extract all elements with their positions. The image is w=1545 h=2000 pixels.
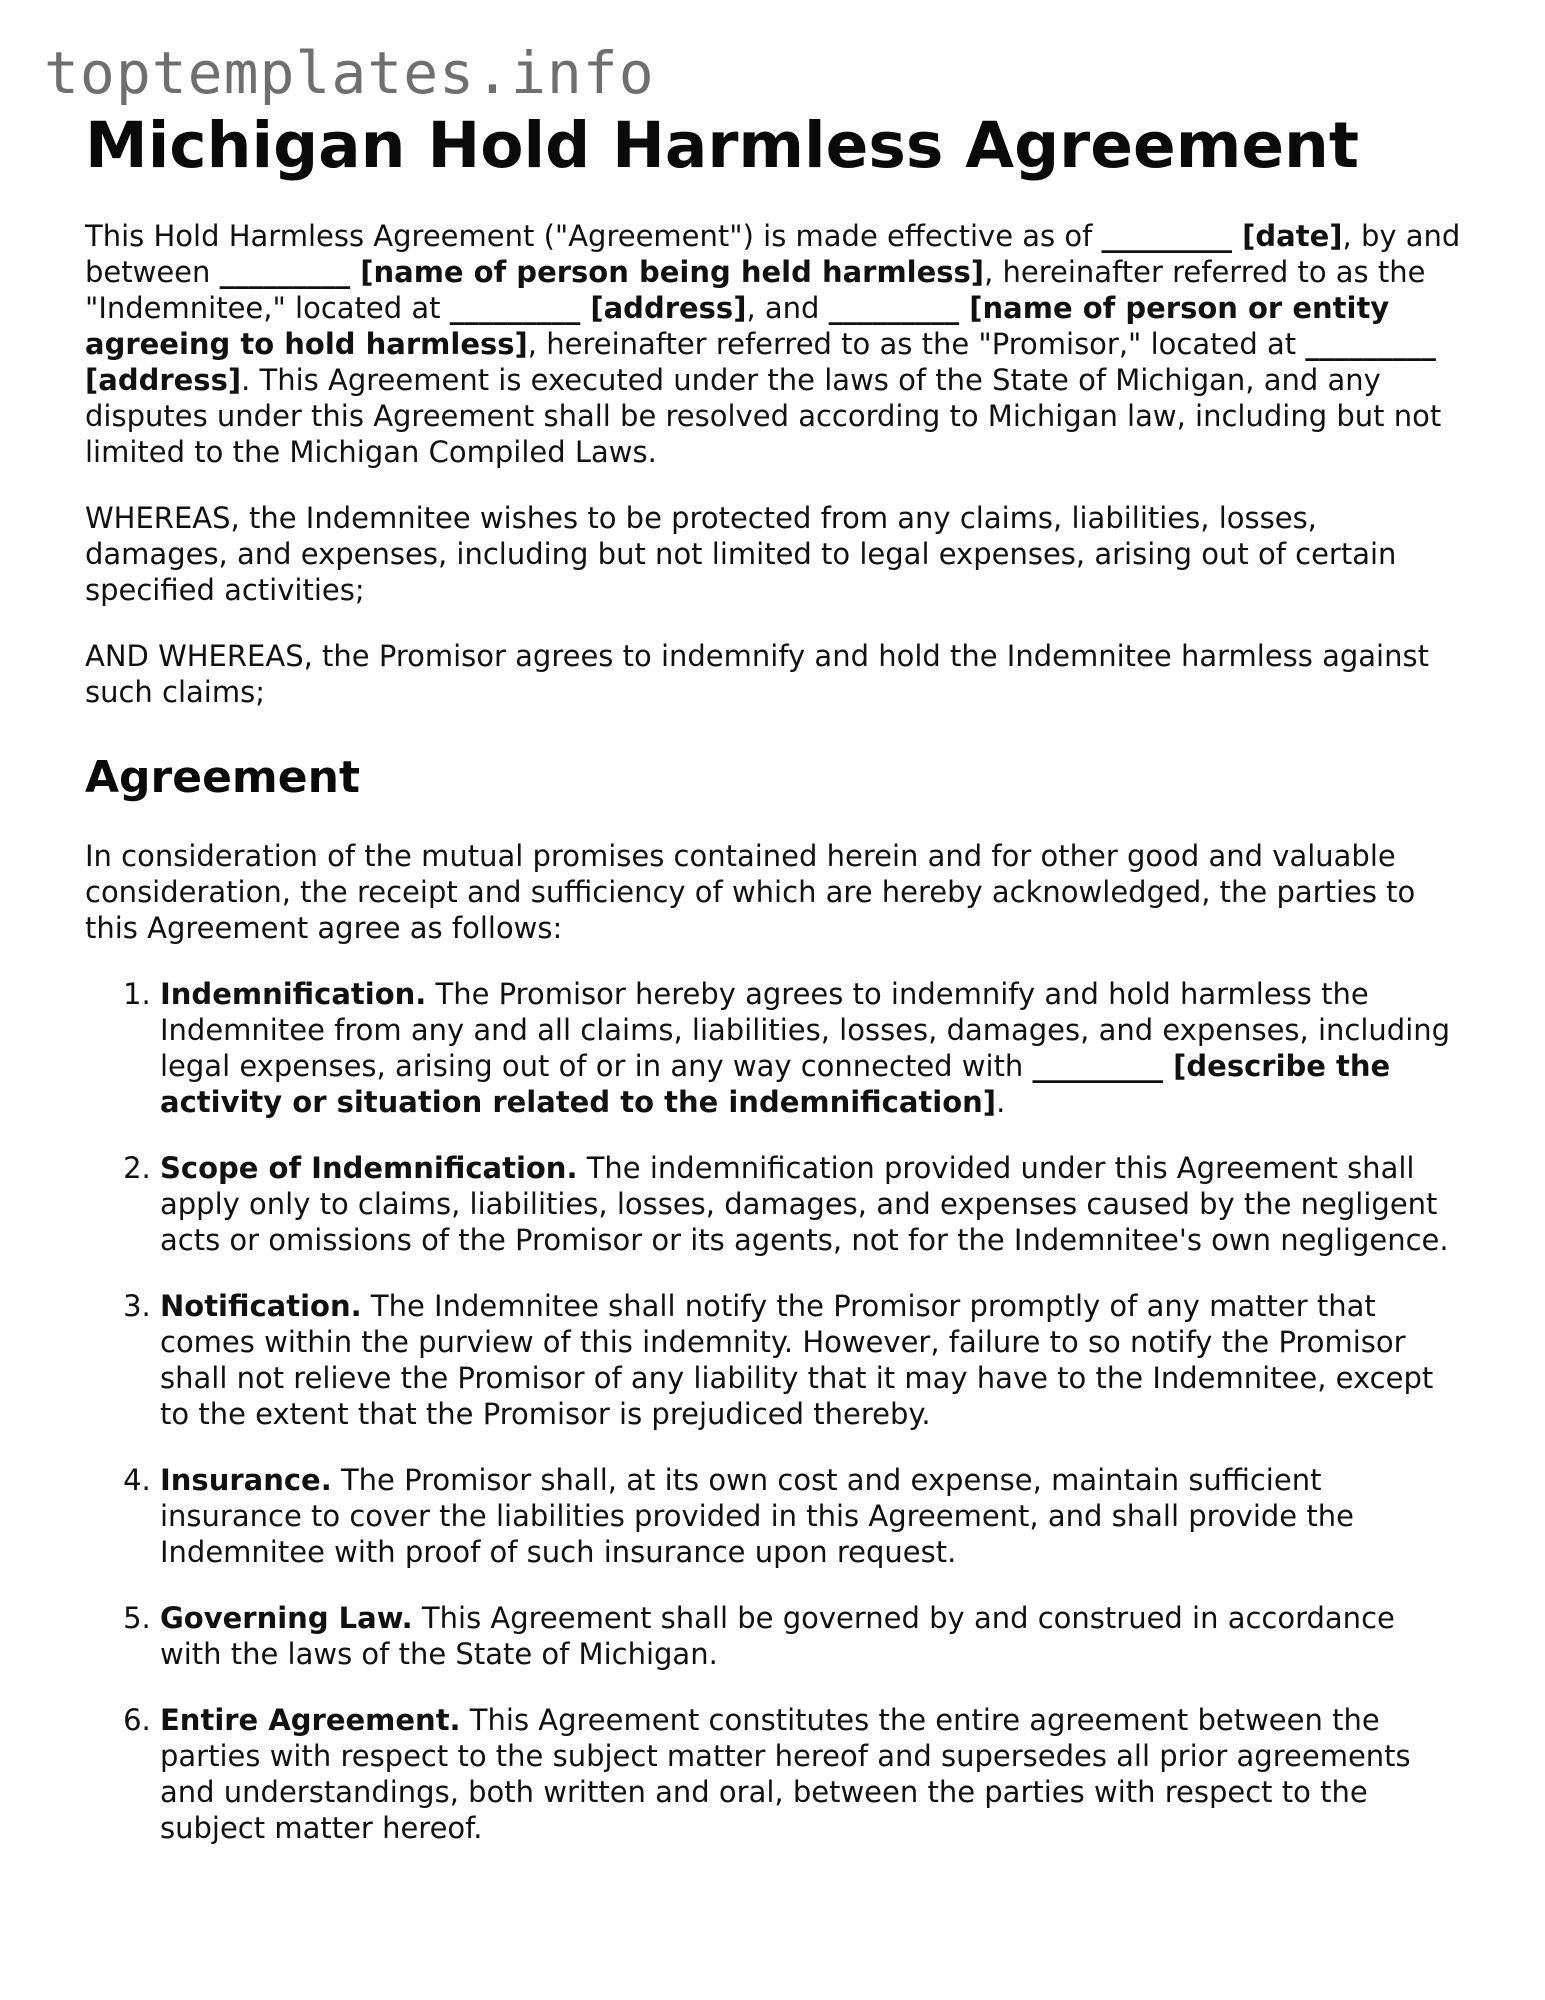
clause-text: The Promisor shall, at its own cost and expense, maintain sufficient insurance to cover the liabilities provided in this Agreement, and shall provide the Indemnitee with proof of such insurance upon request. [160, 1463, 1354, 1570]
intro-paragraph [85, 218, 1465, 470]
clause-item [160, 1288, 1465, 1432]
activity-blank: _________ [describe the activity or situation related to the indemnification] [160, 1049, 1391, 1120]
clause-item: 1. Indemnification. The Promisor hereby agrees to indemnify and hold harmless the Indemnitee from any and all claims, liabilities, losses, damages, and expenses, including legal expenses, arising out of or in any way connected with _________ [describe the activity or situation related to the indemnification]. [160, 976, 1465, 1120]
document-page [85, 108, 1465, 1876]
intro-text-2: , by and between [85, 218, 1461, 289]
clause-item [160, 1150, 1465, 1258]
clause-text: The Indemnitee shall notify the Promisor promptly of any matter that comes within the purview of this indemnity. However, failure to so notify the Promisor shall not relieve the Promisor of any liability that it may have to the Indemnitee, except to the extent that the Promisor is prejudiced thereby. [160, 1289, 1434, 1432]
intro-text-4: , and [746, 290, 829, 325]
clause-item [160, 1462, 1465, 1570]
promisor-name-blank: _________ [name of person or entity agreeing to hold harmless] [85, 290, 1390, 361]
intro-text-5: , hereinafter referred to as the "Promisor," located at [527, 326, 1306, 361]
indemnitee-address-blank: _________ [address] [449, 290, 747, 325]
document-title: Michigan Hold Harmless Agreement [85, 109, 1360, 182]
consideration-paragraph: In consideration of the mutual promises contained herein and for other good and valuable consideration, the receipt and sufficiency of which are hereby acknowledged, the parties to this Agreement agree as follows: [85, 839, 1416, 946]
clause-title: Entire Agreement. [160, 1703, 461, 1738]
promisor-address-blank: _________ [address] [85, 326, 1436, 397]
clause-text: The Promisor hereby agrees to indemnify and hold harmless the Indemnitee from any and all claims, liabilities, losses, damages, and expenses, including legal expenses, arising out of or in any way connected with [160, 977, 1451, 1084]
whereas-paragraph-1: WHEREAS, the Indemnitee wishes to be protected from any claims, liabilities, losses, damages, and expenses, including but not limited to legal expenses, arising out of certain specified activities; [85, 500, 1397, 607]
clause-text: This Agreement constitutes the entire agreement between the parties with respect to the subject matter hereof and supersedes all prior agreements and understandings, both written and oral, between the parties with respect to the subject matter hereof. [160, 1703, 1411, 1846]
intro-text-1: This Hold Harmless Agreement ("Agreement") is made effective as of [85, 218, 1102, 253]
clauses-list [85, 976, 1465, 1846]
date-blank: _________ [date] [1101, 218, 1343, 253]
clause-title: Governing Law. [160, 1601, 413, 1636]
intro-text-3: , hereinafter referred to as the "Indemnitee," located at [85, 254, 1426, 325]
clause-item [160, 1702, 1465, 1846]
clause-text: This Agreement shall be governed by and construed in accordance with the laws of the State of Michigan. [160, 1601, 1395, 1672]
clause-title: Notification. [160, 1289, 362, 1324]
clause-title: Scope of Indemnification. [160, 1151, 578, 1186]
clause-text: The indemnification provided under this Agreement shall apply only to claims, liabilities, losses, damages, and expenses caused by the negligent acts or omissions of the Promisor or its agents, not for the Indemnitee's own negligence. [160, 1151, 1449, 1258]
clause-item [160, 1600, 1465, 1672]
clause-title: Insurance. [160, 1463, 332, 1498]
agreement-heading: Agreement [85, 751, 360, 803]
intro-text-6: . This Agreement is executed under the laws of the State of Michigan, and any disputes under this Agreement shall be resolved according to Michigan law, including but not limited to the Michigan Compiled Laws. [85, 362, 1442, 469]
indemnitee-name-blank: _________ [name of person being held harmless] [219, 254, 985, 289]
watermark: toptemplates.info [44, 39, 655, 107]
clause-title: Indemnification. [160, 977, 427, 1012]
whereas-paragraph-2: AND WHEREAS, the Promisor agrees to indemnify and hold the Indemnitee harmless against such claims; [85, 638, 1429, 709]
